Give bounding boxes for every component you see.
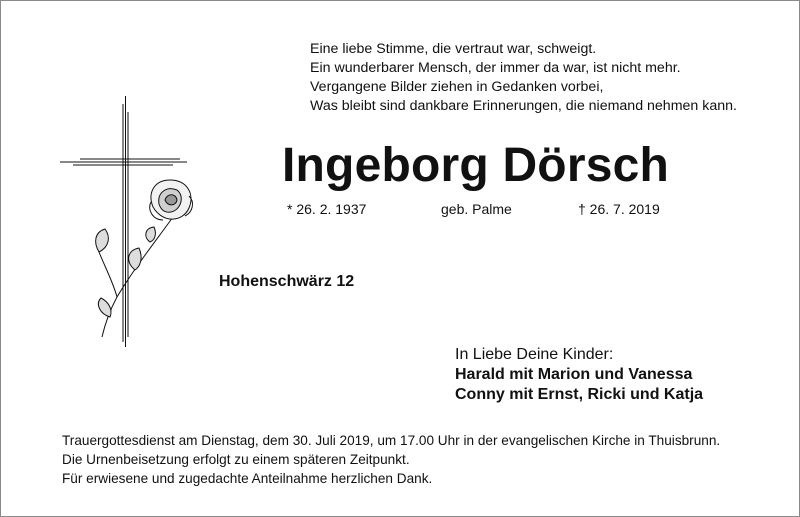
- notice-line: Trauergottesdienst am Dienstag, dem 30. Juli 2019, um 17.00 Uhr in der evangelischen Kirche in Thuisbrunn.: [62, 433, 721, 448]
- death-date: † 26. 7. 2019: [578, 201, 660, 217]
- birth-date: * 26. 2. 1937: [287, 201, 367, 217]
- deceased-name: Ingeborg Dörsch: [282, 139, 670, 192]
- poem-line: Vergangene Bilder ziehen in Gedanken vorbei,: [310, 79, 604, 95]
- service-notice: [62, 431, 782, 488]
- poem-line: Ein wunderbarer Mensch, der immer da war, ist nicht mehr.: [310, 60, 681, 76]
- cross-with-rose-icon: [55, 92, 205, 352]
- family-member-line: Conny mit Ernst, Ricki und Katja: [455, 386, 704, 403]
- poem-line: Was bleibt sind dankbare Erinnerungen, die niemand nehmen kann.: [310, 98, 737, 114]
- poem: [310, 40, 770, 116]
- poem-line: Eine liebe Stimme, die vertraut war, schweigt.: [310, 41, 597, 57]
- notice-line: Für erwiesene und zugedachte Anteilnahme herzlichen Dank.: [62, 471, 433, 486]
- family-member-line: Harald mit Marion und Vanessa: [455, 366, 693, 383]
- maiden-name: geb. Palme: [441, 201, 512, 217]
- family-intro: In Liebe Deine Kinder:: [455, 346, 614, 363]
- family-block: [455, 345, 703, 405]
- address: Hohenschwärz 12: [219, 273, 355, 290]
- notice-line: Die Urnenbeisetzung erfolgt zu einem späteren Zeitpunkt.: [62, 452, 410, 467]
